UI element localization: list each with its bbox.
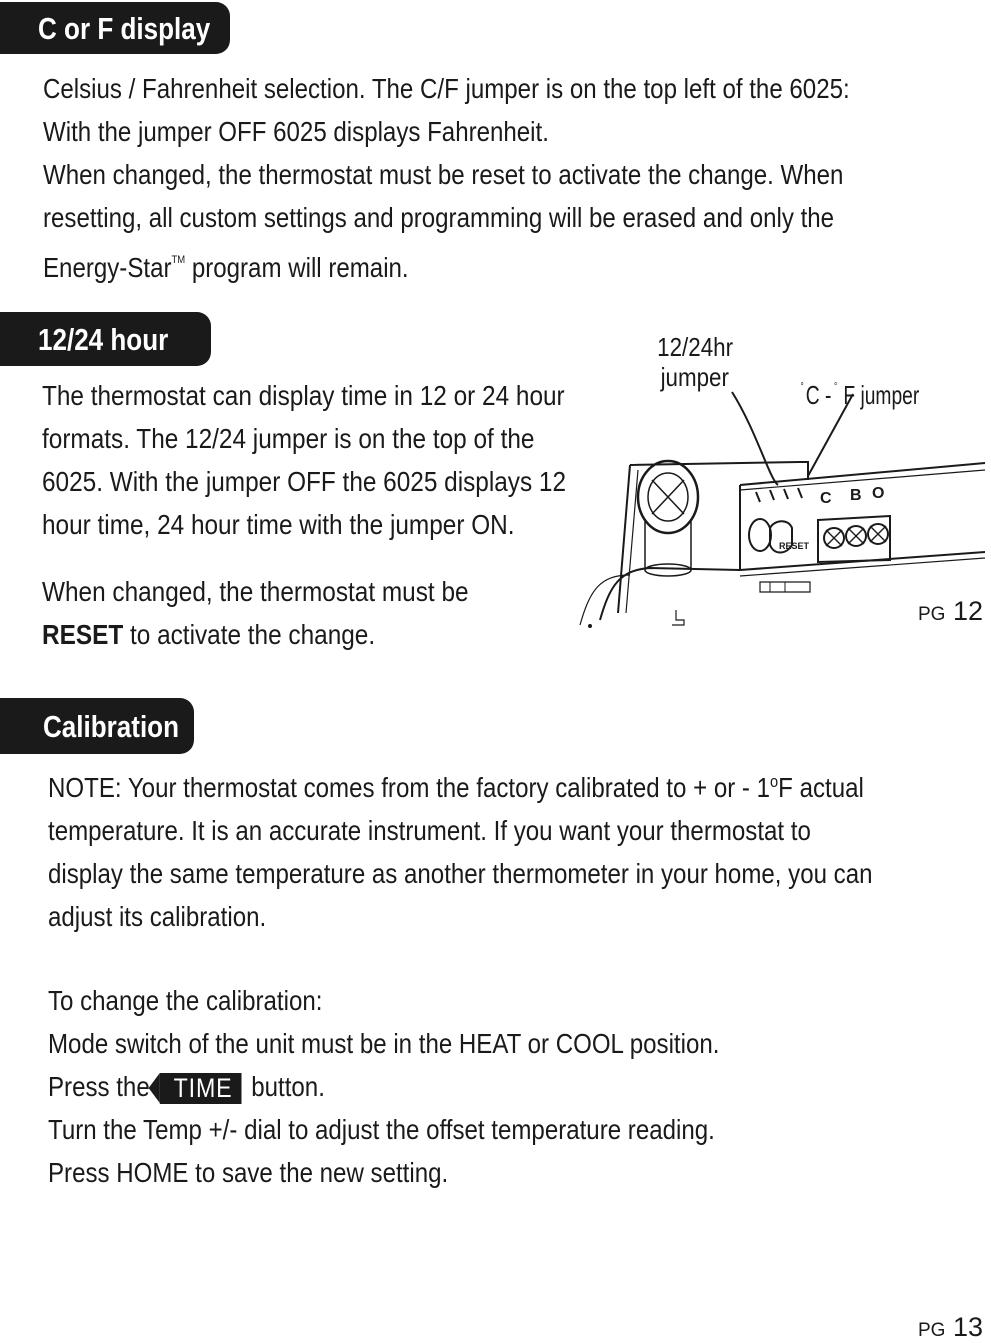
page-number-lower <box>918 1312 983 1343</box>
calibration-steps <box>48 979 829 1194</box>
terminal-label-c: C <box>820 490 832 507</box>
cf-line-1: Celsius / Fahrenheit selection. The C/F jumper is on the top left of the 6025: <box>43 73 850 104</box>
terminal-label-o: O <box>872 485 885 502</box>
page-number-value: 13 <box>952 1312 984 1342</box>
calibration-note-line-2: temperature. It is an accurate instrument. If you want your thermostat to <box>48 815 811 846</box>
note-line-1-post: F actual <box>778 772 864 803</box>
calibration-note-line-3: display the same temperature as another thermometer in your home, you can <box>48 858 873 889</box>
step-press-pre: Press the <box>48 1071 150 1102</box>
steps-intro: To change the calibration: <box>48 985 323 1016</box>
degree-symbol: ° <box>800 381 804 393</box>
hour-body <box>42 374 644 546</box>
step-press-home: Press HOME to save the new setting. <box>48 1157 449 1188</box>
energy-star-text: Energy-Star <box>43 252 172 283</box>
page-number-value: 12 <box>952 596 984 626</box>
section-tab-12-24-hour <box>0 312 211 366</box>
hour-note-line-1: When changed, the thermostat must be <box>42 576 469 607</box>
hour-line-2: formats. The 12/24 jumper is on the top of the <box>42 423 535 454</box>
step-press-time <box>48 1065 719 1108</box>
reset-button-label: RESET <box>779 541 810 551</box>
thermostat-board-illustration <box>560 330 991 630</box>
note-line-1-pre: NOTE: Your thermostat comes from the factory calibrated to + or - 1 <box>48 772 771 803</box>
calibration-note-line-1 <box>48 760 872 809</box>
section-title-12-24-hour: 12/24 hour <box>38 321 169 357</box>
cf-line-5 <box>43 239 850 289</box>
step-press-post: button. <box>244 1071 325 1102</box>
hour-note-line-2 <box>42 613 469 656</box>
calibration-note <box>48 760 991 938</box>
cf-line-4: resetting, all custom settings and programming will be erased and only the <box>43 202 835 233</box>
hour-reset-note <box>42 570 532 656</box>
cf-line-3: When changed, the thermostat must be reset to activate the change. When <box>43 159 844 190</box>
hour-line-1: The thermostat can display time in 12 or 24 hour <box>42 380 565 411</box>
hour-line-4: hour time, 24 hour time with the jumper ON. <box>42 509 515 540</box>
time-button-label: TIME <box>173 1073 233 1103</box>
page-prefix: PG <box>918 604 946 625</box>
label-cf-c: C - <box>806 380 832 410</box>
label-12-24-line-2: jumper <box>660 362 730 392</box>
time-button-graphic <box>160 1073 241 1104</box>
label-12-24-line-1: 12/24hr <box>657 332 733 362</box>
section-tab-calibration <box>0 698 194 754</box>
degree-symbol: o <box>770 772 779 791</box>
degree-symbol: ° <box>834 381 838 393</box>
section-title-calibration: Calibration <box>43 708 180 744</box>
leader-line-cf <box>808 394 853 476</box>
page-number-upper <box>918 596 983 627</box>
calibration-note-line-4: adjust its calibration. <box>48 901 267 932</box>
cf-line-5-rest: program will remain. <box>185 252 409 283</box>
cf-line-2: With the jumper OFF 6025 displays Fahrenheit. <box>43 116 549 147</box>
hour-note-rest: to activate the change. <box>123 619 376 650</box>
reset-bold-text: RESET <box>42 619 124 650</box>
terminal-label-b: B <box>850 487 862 504</box>
cf-display-body <box>43 67 981 289</box>
step-mode-switch: Mode switch of the unit must be in the HEAT or COOL position. <box>48 1028 720 1059</box>
leader-line-12-24 <box>732 392 778 485</box>
page-prefix: PG <box>918 1320 946 1341</box>
section-tab-cf-display <box>0 2 230 54</box>
section-title-cf-display: C or F display <box>38 10 211 46</box>
step-turn-dial: Turn the Temp +/- dial to adjust the offset temperature reading. <box>48 1114 715 1145</box>
label-cf-f: F jumper <box>843 380 920 410</box>
hour-line-3: 6025. With the jumper OFF the 6025 displays 12 <box>42 466 567 497</box>
trademark-mark: TM <box>171 254 186 266</box>
